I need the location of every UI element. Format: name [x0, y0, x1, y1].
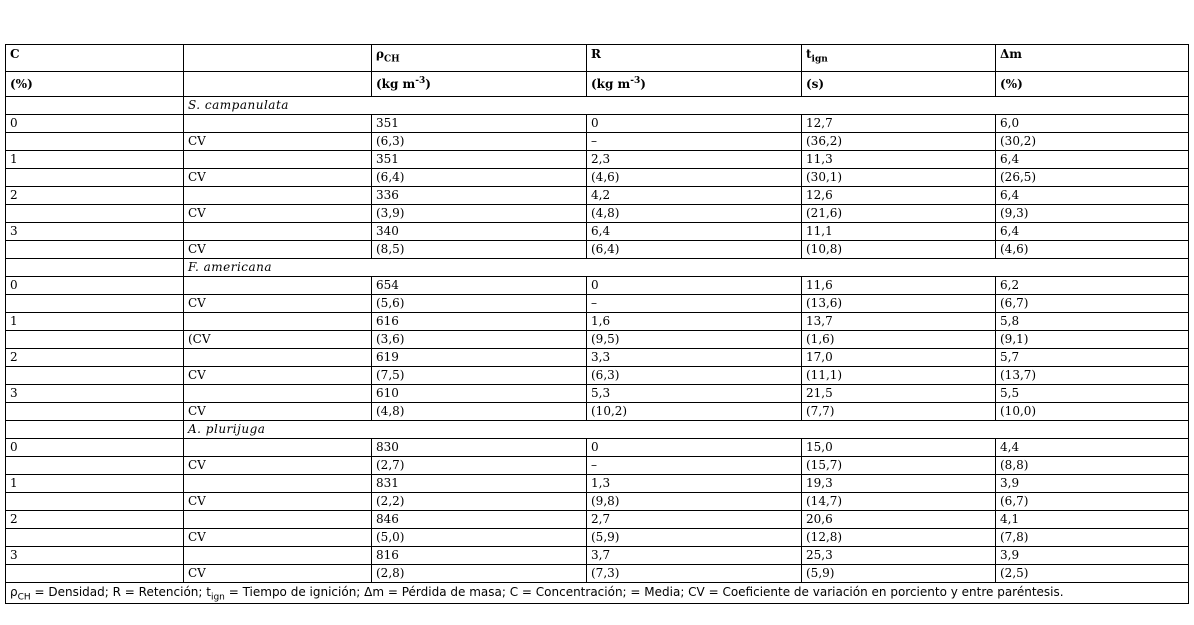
ignition-time-cell: 17,0 — [802, 349, 996, 367]
concentration-cell — [6, 457, 184, 475]
species-row-blank — [6, 421, 184, 439]
ignition-time-cell: (30,1) — [802, 169, 996, 187]
header-mass-loss: Δm — [996, 45, 1189, 72]
header-blank — [184, 45, 372, 72]
cv-label-cell: CV — [184, 529, 372, 547]
ignition-time-cell: (12,8) — [802, 529, 996, 547]
density-cell: 610 — [372, 385, 587, 403]
concentration-cell: 2 — [6, 187, 184, 205]
header-concentration: C — [6, 45, 184, 72]
mass-loss-cell: (4,6) — [996, 241, 1189, 259]
retention-cell: 4,2 — [587, 187, 802, 205]
ignition-time-cell: 21,5 — [802, 385, 996, 403]
retention-cell: (4,6) — [587, 169, 802, 187]
cv-label-cell: CV — [184, 403, 372, 421]
mass-loss-cell: 6,4 — [996, 223, 1189, 241]
ignition-time-cell: 25,3 — [802, 547, 996, 565]
cv-row — [6, 295, 1189, 313]
concentration-cell — [6, 367, 184, 385]
cv-label-cell — [184, 151, 372, 169]
retention-cell: 1,3 — [587, 475, 802, 493]
species-row — [6, 421, 1189, 439]
cv-label-cell — [184, 115, 372, 133]
density-cell: (8,5) — [372, 241, 587, 259]
mass-loss-cell: 5,8 — [996, 313, 1189, 331]
mean-row — [6, 475, 1189, 493]
ignition-time-cell: 11,1 — [802, 223, 996, 241]
mean-row — [6, 349, 1189, 367]
mass-loss-cell: (6,7) — [996, 493, 1189, 511]
cv-row — [6, 241, 1189, 259]
cv-label-cell: (CV — [184, 331, 372, 349]
cv-label-cell — [184, 547, 372, 565]
concentration-cell: 3 — [6, 223, 184, 241]
ignition-time-cell: 11,6 — [802, 277, 996, 295]
mass-loss-cell: (8,8) — [996, 457, 1189, 475]
mass-loss-cell: 3,9 — [996, 475, 1189, 493]
mean-row — [6, 313, 1189, 331]
concentration-cell — [6, 295, 184, 313]
cv-label-cell: CV — [184, 295, 372, 313]
retention-cell: 6,4 — [587, 223, 802, 241]
species-row-blank — [6, 259, 184, 277]
unit-blank — [184, 72, 372, 97]
mass-loss-cell: 4,4 — [996, 439, 1189, 457]
mean-row — [6, 439, 1189, 457]
retention-cell: (10,2) — [587, 403, 802, 421]
concentration-cell — [6, 403, 184, 421]
cv-label-cell — [184, 475, 372, 493]
cv-label-cell: CV — [184, 169, 372, 187]
concentration-cell — [6, 205, 184, 223]
cv-row — [6, 565, 1189, 583]
density-cell: (5,6) — [372, 295, 587, 313]
species-name: S. campanulata — [184, 97, 1189, 115]
cv-row — [6, 493, 1189, 511]
concentration-cell: 1 — [6, 151, 184, 169]
density-cell: 336 — [372, 187, 587, 205]
cv-row — [6, 529, 1189, 547]
density-cell: (7,5) — [372, 367, 587, 385]
mass-loss-cell: 6,2 — [996, 277, 1189, 295]
mass-loss-cell: 6,4 — [996, 187, 1189, 205]
density-cell: 340 — [372, 223, 587, 241]
retention-cell: – — [587, 457, 802, 475]
concentration-cell — [6, 565, 184, 583]
ignition-time-cell: (5,9) — [802, 565, 996, 583]
density-cell: 846 — [372, 511, 587, 529]
cv-label-cell: CV — [184, 457, 372, 475]
retention-cell: 3,7 — [587, 547, 802, 565]
cv-row — [6, 205, 1189, 223]
concentration-cell: 0 — [6, 277, 184, 295]
cv-label-cell: CV — [184, 133, 372, 151]
cv-label-cell — [184, 385, 372, 403]
cv-label-cell: CV — [184, 493, 372, 511]
density-cell: (2,7) — [372, 457, 587, 475]
mean-row — [6, 385, 1189, 403]
density-cell: 351 — [372, 115, 587, 133]
density-cell: (2,8) — [372, 565, 587, 583]
cv-label-cell: CV — [184, 241, 372, 259]
retention-cell: (7,3) — [587, 565, 802, 583]
density-cell: 619 — [372, 349, 587, 367]
species-row — [6, 97, 1189, 115]
mass-loss-cell: (9,3) — [996, 205, 1189, 223]
retention-cell: – — [587, 133, 802, 151]
mass-loss-cell: (7,8) — [996, 529, 1189, 547]
cv-row — [6, 403, 1189, 421]
density-cell: (2,2) — [372, 493, 587, 511]
retention-cell: 0 — [587, 115, 802, 133]
mass-loss-cell: (30,2) — [996, 133, 1189, 151]
density-cell: (4,8) — [372, 403, 587, 421]
cv-label-cell — [184, 511, 372, 529]
mean-row — [6, 223, 1189, 241]
cv-label-cell — [184, 223, 372, 241]
ignition-time-cell: (11,1) — [802, 367, 996, 385]
species-row-blank — [6, 97, 184, 115]
mass-loss-cell: 6,4 — [996, 151, 1189, 169]
concentration-cell: 3 — [6, 385, 184, 403]
mean-row — [6, 547, 1189, 565]
mass-loss-cell: 4,1 — [996, 511, 1189, 529]
concentration-cell — [6, 133, 184, 151]
mean-row — [6, 187, 1189, 205]
retention-cell: 2,3 — [587, 151, 802, 169]
ignition-time-cell: (14,7) — [802, 493, 996, 511]
ignition-time-cell: 19,3 — [802, 475, 996, 493]
mass-loss-cell: 3,9 — [996, 547, 1189, 565]
ignition-time-cell: 15,0 — [802, 439, 996, 457]
density-cell: (6,3) — [372, 133, 587, 151]
unit-mass-loss: (%) — [996, 72, 1189, 97]
mass-loss-cell: (13,7) — [996, 367, 1189, 385]
concentration-cell: 2 — [6, 511, 184, 529]
retention-cell: 0 — [587, 277, 802, 295]
cv-label-cell — [184, 313, 372, 331]
ignition-time-cell: (13,6) — [802, 295, 996, 313]
retention-cell: (5,9) — [587, 529, 802, 547]
ignition-time-cell: 20,6 — [802, 511, 996, 529]
concentration-cell — [6, 529, 184, 547]
density-cell: (6,4) — [372, 169, 587, 187]
retention-cell: 0 — [587, 439, 802, 457]
concentration-cell — [6, 169, 184, 187]
cv-row — [6, 331, 1189, 349]
retention-cell: 3,3 — [587, 349, 802, 367]
cv-label-cell — [184, 349, 372, 367]
cv-row — [6, 169, 1189, 187]
mass-loss-cell: 6,0 — [996, 115, 1189, 133]
unit-concentration: (%) — [6, 72, 184, 97]
density-cell: (5,0) — [372, 529, 587, 547]
density-cell: 616 — [372, 313, 587, 331]
density-cell: (3,6) — [372, 331, 587, 349]
ignition-time-cell: (10,8) — [802, 241, 996, 259]
species-name: F. americana — [184, 259, 1189, 277]
mean-row — [6, 277, 1189, 295]
mass-loss-cell: 5,5 — [996, 385, 1189, 403]
concentration-cell: 1 — [6, 313, 184, 331]
unit-retention: (kg $m^{-3}$) — [587, 72, 802, 97]
cv-row — [6, 367, 1189, 385]
footnote-row — [6, 583, 1189, 604]
concentration-cell — [6, 241, 184, 259]
species-row — [6, 259, 1189, 277]
concentration-cell: 0 — [6, 439, 184, 457]
ignition-time-cell: (7,7) — [802, 403, 996, 421]
ignition-time-cell: (1,6) — [802, 331, 996, 349]
unit-ignition-time: (s) — [802, 72, 996, 97]
ignition-time-cell: (15,7) — [802, 457, 996, 475]
concentration-cell: 2 — [6, 349, 184, 367]
mass-loss-cell: (9,1) — [996, 331, 1189, 349]
cv-label-cell — [184, 439, 372, 457]
density-cell: 831 — [372, 475, 587, 493]
retention-cell: (4,8) — [587, 205, 802, 223]
concentration-cell — [6, 331, 184, 349]
concentration-cell: 0 — [6, 115, 184, 133]
header-ignition-time: $t_{ign}$ — [802, 45, 996, 72]
cv-label-cell: CV — [184, 205, 372, 223]
header-row-symbols — [6, 45, 1189, 72]
cv-label-cell — [184, 187, 372, 205]
density-cell: 654 — [372, 277, 587, 295]
unit-density: (kg $m^{-3}$) — [372, 72, 587, 97]
mass-loss-cell: (6,7) — [996, 295, 1189, 313]
ignition-time-cell: 12,6 — [802, 187, 996, 205]
ignition-time-cell: 12,7 — [802, 115, 996, 133]
retention-cell: (9,8) — [587, 493, 802, 511]
mean-row — [6, 115, 1189, 133]
mass-loss-cell: (2,5) — [996, 565, 1189, 583]
density-cell: 351 — [372, 151, 587, 169]
density-cell: 830 — [372, 439, 587, 457]
cv-label-cell: CV — [184, 367, 372, 385]
mean-row — [6, 151, 1189, 169]
cv-label-cell — [184, 277, 372, 295]
ignition-time-cell: (21,6) — [802, 205, 996, 223]
retention-cell: 1,6 — [587, 313, 802, 331]
header-density: $\rho_{CH}$ — [372, 45, 587, 72]
density-cell: 816 — [372, 547, 587, 565]
cv-row — [6, 457, 1189, 475]
concentration-cell: 1 — [6, 475, 184, 493]
concentration-cell: 3 — [6, 547, 184, 565]
header-row-units — [6, 72, 1189, 97]
mass-loss-cell: (26,5) — [996, 169, 1189, 187]
species-name: A. plurijuga — [184, 421, 1189, 439]
retention-cell: 2,7 — [587, 511, 802, 529]
footnote: $\rho_{CH}$ = Densidad; R = Retención; $t_{ign}$ = Tiempo de ignición; Δm = Pérdida de masa; C = Concentración; = Media; CV = Coeficiente de variación en porciento y entre paréntesis. — [6, 583, 1189, 604]
mass-loss-cell: (10,0) — [996, 403, 1189, 421]
retention-cell: (6,4) — [587, 241, 802, 259]
ignition-time-cell: 11,3 — [802, 151, 996, 169]
retention-cell: (6,3) — [587, 367, 802, 385]
mass-loss-cell: 5,7 — [996, 349, 1189, 367]
retention-cell: (9,5) — [587, 331, 802, 349]
ignition-time-cell: (36,2) — [802, 133, 996, 151]
retention-cell: – — [587, 295, 802, 313]
results-table — [5, 44, 1189, 604]
cv-label-cell: CV — [184, 565, 372, 583]
ignition-time-cell: 13,7 — [802, 313, 996, 331]
density-cell: (3,9) — [372, 205, 587, 223]
concentration-cell — [6, 493, 184, 511]
header-retention: R — [587, 45, 802, 72]
cv-row — [6, 133, 1189, 151]
mean-row — [6, 511, 1189, 529]
retention-cell: 5,3 — [587, 385, 802, 403]
